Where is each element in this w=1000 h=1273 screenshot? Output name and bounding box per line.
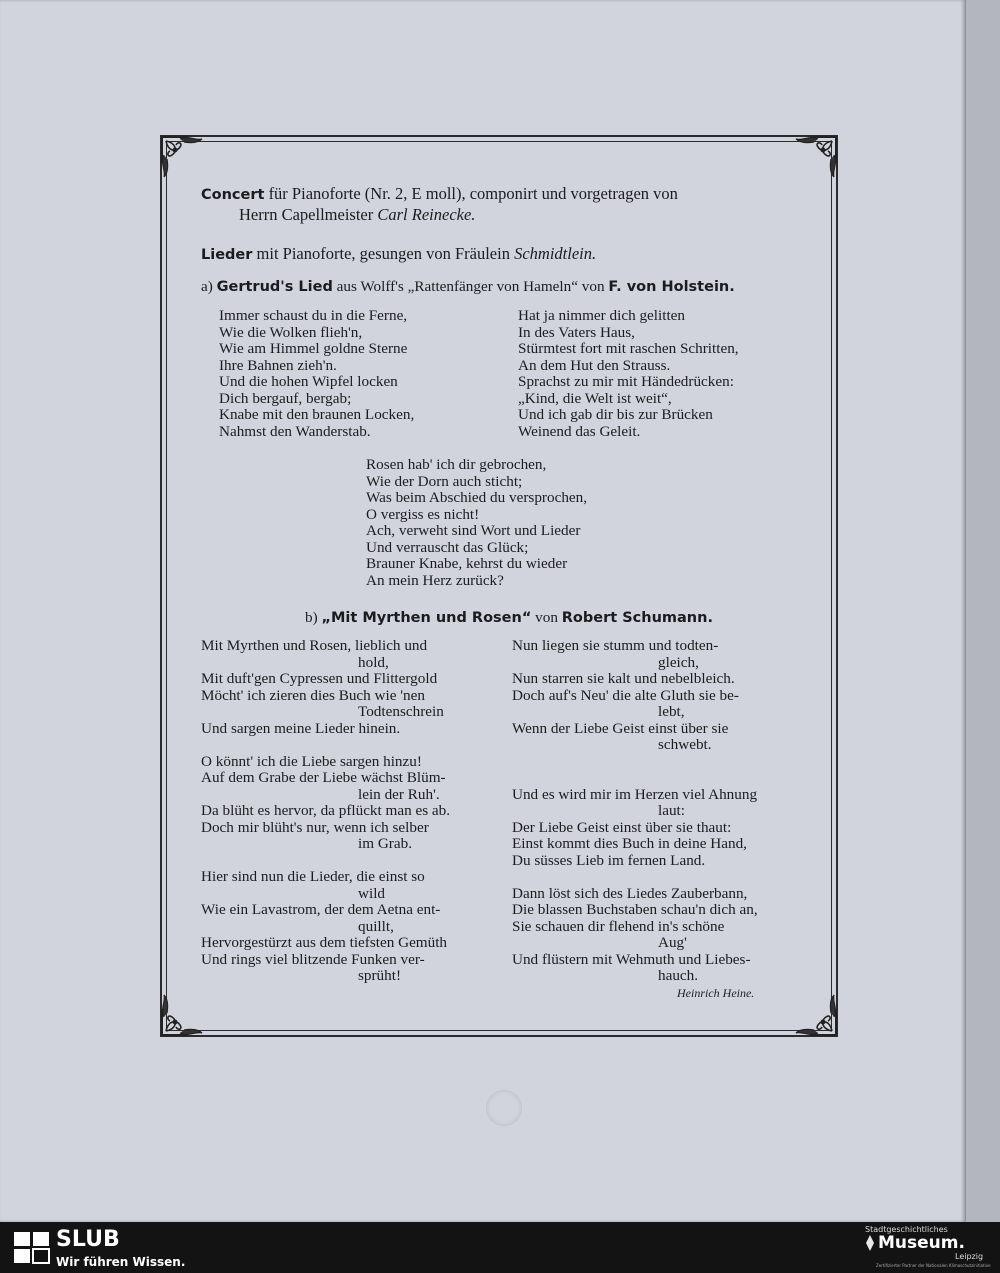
- song-a-marker: a): [201, 278, 213, 295]
- lieder-line: [201, 245, 596, 264]
- song-a-left-line: Knabe mit den braunen Locken,: [219, 406, 415, 423]
- song-b-right-line: Sie schauen dir flehend in's schöne: [512, 917, 725, 935]
- song-a-heading: [201, 278, 735, 296]
- lieder-singer-name: Schmidtlein.: [514, 244, 597, 263]
- song-b-left-line: Wie ein Lavastrom, der dem Aetna ent-: [201, 901, 441, 918]
- song-b-left-line: O könnt' ich die Liebe sargen hinzu!: [201, 752, 422, 770]
- song-b-right-line: Wenn der Liebe Geist einst über sie: [512, 719, 729, 737]
- song-b-left-line: sprüht!: [358, 967, 402, 984]
- museum-top-label: Stadtgeschichtliches: [865, 1225, 948, 1234]
- next-page-edge: [965, 0, 1000, 1222]
- song-a-center-line: Brauner Knabe, kehrst du wieder: [366, 555, 568, 572]
- song-b-left-line: hold,: [358, 653, 389, 671]
- song-b-left-line: Auf dem Grabe der Liebe wächst Blüm-: [201, 769, 446, 786]
- song-b-right-line: Aug': [658, 934, 687, 951]
- song-a-right-line: In des Vaters Haus,: [518, 323, 635, 341]
- song-b-right-line: Der Liebe Geist einst über sie thaut:: [512, 818, 732, 836]
- song-b-right-line: Die blassen Buchstaben schau'n dich an,: [512, 901, 758, 918]
- museum-city: Leipzig: [955, 1252, 984, 1261]
- song-b-right-line: lebt,: [658, 703, 685, 720]
- corner-ornament-icon: [782, 133, 840, 191]
- song-a-right-line: Und ich gab dir bis zur Brücken: [518, 406, 713, 423]
- song-b-composer: Robert Schumann.: [561, 610, 713, 626]
- song-a-left-line: Immer schaust du in die Ferne,: [219, 307, 408, 324]
- lieder-text: mit Pianoforte, gesungen von Fräulein: [256, 244, 510, 263]
- song-b-left-line: wild: [358, 884, 386, 902]
- concert-performer-line: [239, 206, 475, 223]
- museum-logo-icon: [865, 1234, 875, 1252]
- song-a-center-line: An mein Herz zurück?: [366, 571, 504, 589]
- song-b-marker: b): [305, 609, 318, 626]
- embossed-stamp: [486, 1090, 522, 1126]
- song-b-right-line: Nun liegen sie stumm und todten-: [512, 637, 719, 654]
- song-a-source: aus Wolff's „Rattenfänger von Hameln“ von: [336, 278, 605, 295]
- song-b-right-line: schwebt.: [658, 736, 712, 753]
- song-a-left-line: Dich bergauf, bergab;: [219, 389, 352, 407]
- museum-name: Museum.: [878, 1233, 965, 1253]
- song-b-right-line: Nun starren sie kalt und nebelbleich.: [512, 670, 735, 687]
- corner-ornament-icon: [158, 133, 216, 191]
- song-b-left-line: Doch mir blüht's nur, wenn ich selber: [201, 818, 429, 836]
- song-a-center-line: O vergiss es nicht!: [366, 505, 480, 523]
- song-a-left-line: Nahmst den Wanderstab.: [219, 422, 371, 440]
- song-b-left-line: Mit Myrthen und Rosen, lieblich und: [201, 637, 428, 654]
- slub-name: SLUB: [56, 1227, 120, 1252]
- corner-ornament-icon: [782, 981, 840, 1039]
- concert-label: Concert: [201, 187, 265, 203]
- song-b-right-line: gleich,: [658, 653, 699, 671]
- song-b-left-line: Hier sind nun die Lieder, die einst so: [201, 868, 425, 885]
- song-b-left-line: Möcht' ich zieren dies Buch wie 'nen: [201, 686, 425, 704]
- song-a-center-line: Und verrauscht das Glück;: [366, 538, 529, 556]
- lieder-label: Lieder: [201, 247, 253, 263]
- concert-performer-prefix: Herrn Capellmeister: [239, 205, 374, 224]
- song-a-center-line: Rosen hab' ich dir gebrochen,: [366, 456, 547, 473]
- song-b-left-line: Und rings viel blitzende Funken ver-: [201, 950, 425, 968]
- museum-note: Zertifizierter Partner der Nationalen Klimaschutzinitiative: [876, 1263, 991, 1268]
- song-b-right-line: Du süsses Lieb im fernen Land.: [512, 851, 706, 869]
- slub-slogan: Wir führen Wissen.: [56, 1255, 186, 1269]
- song-a-right-line: Sprachst zu mir mit Händedrücken:: [518, 373, 734, 390]
- poem-author: Heinrich Heine.: [677, 986, 755, 1000]
- song-a-center-line: Wie der Dorn auch sticht;: [366, 472, 523, 490]
- concert-performer-name: Carl Reinecke.: [377, 205, 476, 224]
- song-b-left-line: Todtenschrein: [358, 703, 444, 720]
- song-b-left-line: lein der Ruh'.: [358, 785, 440, 803]
- song-b-right-line: laut:: [658, 802, 685, 819]
- song-a-left-line: Wie am Himmel goldne Sterne: [219, 340, 408, 357]
- song-b-left-line: Da blüht es hervor, da pflückt man es ab.: [201, 802, 451, 819]
- song-a-center-line: Was beim Abschied du versprochen,: [366, 489, 588, 506]
- song-b-by: von: [535, 609, 558, 626]
- song-b-left-line: Mit duft'gen Cypressen und Flittergold: [201, 670, 438, 687]
- song-a-right-line: Stürmtest fort mit raschen Schritten,: [518, 340, 739, 357]
- song-b-left-line: quillt,: [358, 917, 394, 935]
- song-a-title: Gertrud's Lied: [216, 279, 333, 295]
- song-a-right-line: „Kind, die Welt ist weit“,: [518, 389, 672, 407]
- song-a-right-line: Weinend das Geleit.: [518, 422, 641, 440]
- song-b-right-line: Und flüstern mit Wehmuth und Liebes-: [512, 950, 751, 968]
- song-b-left-line: Und sargen meine Lieder hinein.: [201, 719, 401, 737]
- song-a-center-line: Ach, verweht sind Wort und Lieder: [366, 522, 581, 539]
- song-a-composer: F. von Holstein.: [608, 279, 735, 295]
- song-a-left-line: Wie die Wolken flieh'n,: [219, 323, 363, 341]
- song-b-right-line: hauch.: [658, 967, 699, 984]
- song-b-right-line: Und es wird mir im Herzen viel Ahnung: [512, 785, 758, 803]
- song-b-right-line: Doch auf's Neu' die alte Gluth sie be-: [512, 686, 739, 704]
- song-b-right-line: Dann löst sich des Liedes Zauberbann,: [512, 884, 748, 902]
- song-a-right-line: Hat ja nimmer dich gelitten: [518, 307, 686, 324]
- song-b-heading: [305, 609, 713, 627]
- concert-text: für Pianoforte (Nr. 2, E moll), componirt und vorgetragen von: [268, 184, 678, 203]
- song-a-left-line: Und die hohen Wipfel locken: [219, 373, 398, 390]
- song-a-left-line: Ihre Bahnen zieh'n.: [219, 356, 337, 374]
- song-b-title: „Mit Myrthen und Rosen“: [321, 610, 532, 626]
- song-b-left-line: Hervorgestürzt aus dem tiefsten Gemüth: [201, 934, 448, 951]
- corner-ornament-icon: [158, 981, 216, 1039]
- song-a-right-line: An dem Hut den Strauss.: [518, 356, 671, 374]
- song-b-right-line: Einst kommt dies Buch in deine Hand,: [512, 835, 747, 852]
- song-b-left-line: im Grab.: [358, 835, 412, 852]
- slub-logo-icon: [12, 1230, 52, 1266]
- concert-line: [201, 185, 678, 204]
